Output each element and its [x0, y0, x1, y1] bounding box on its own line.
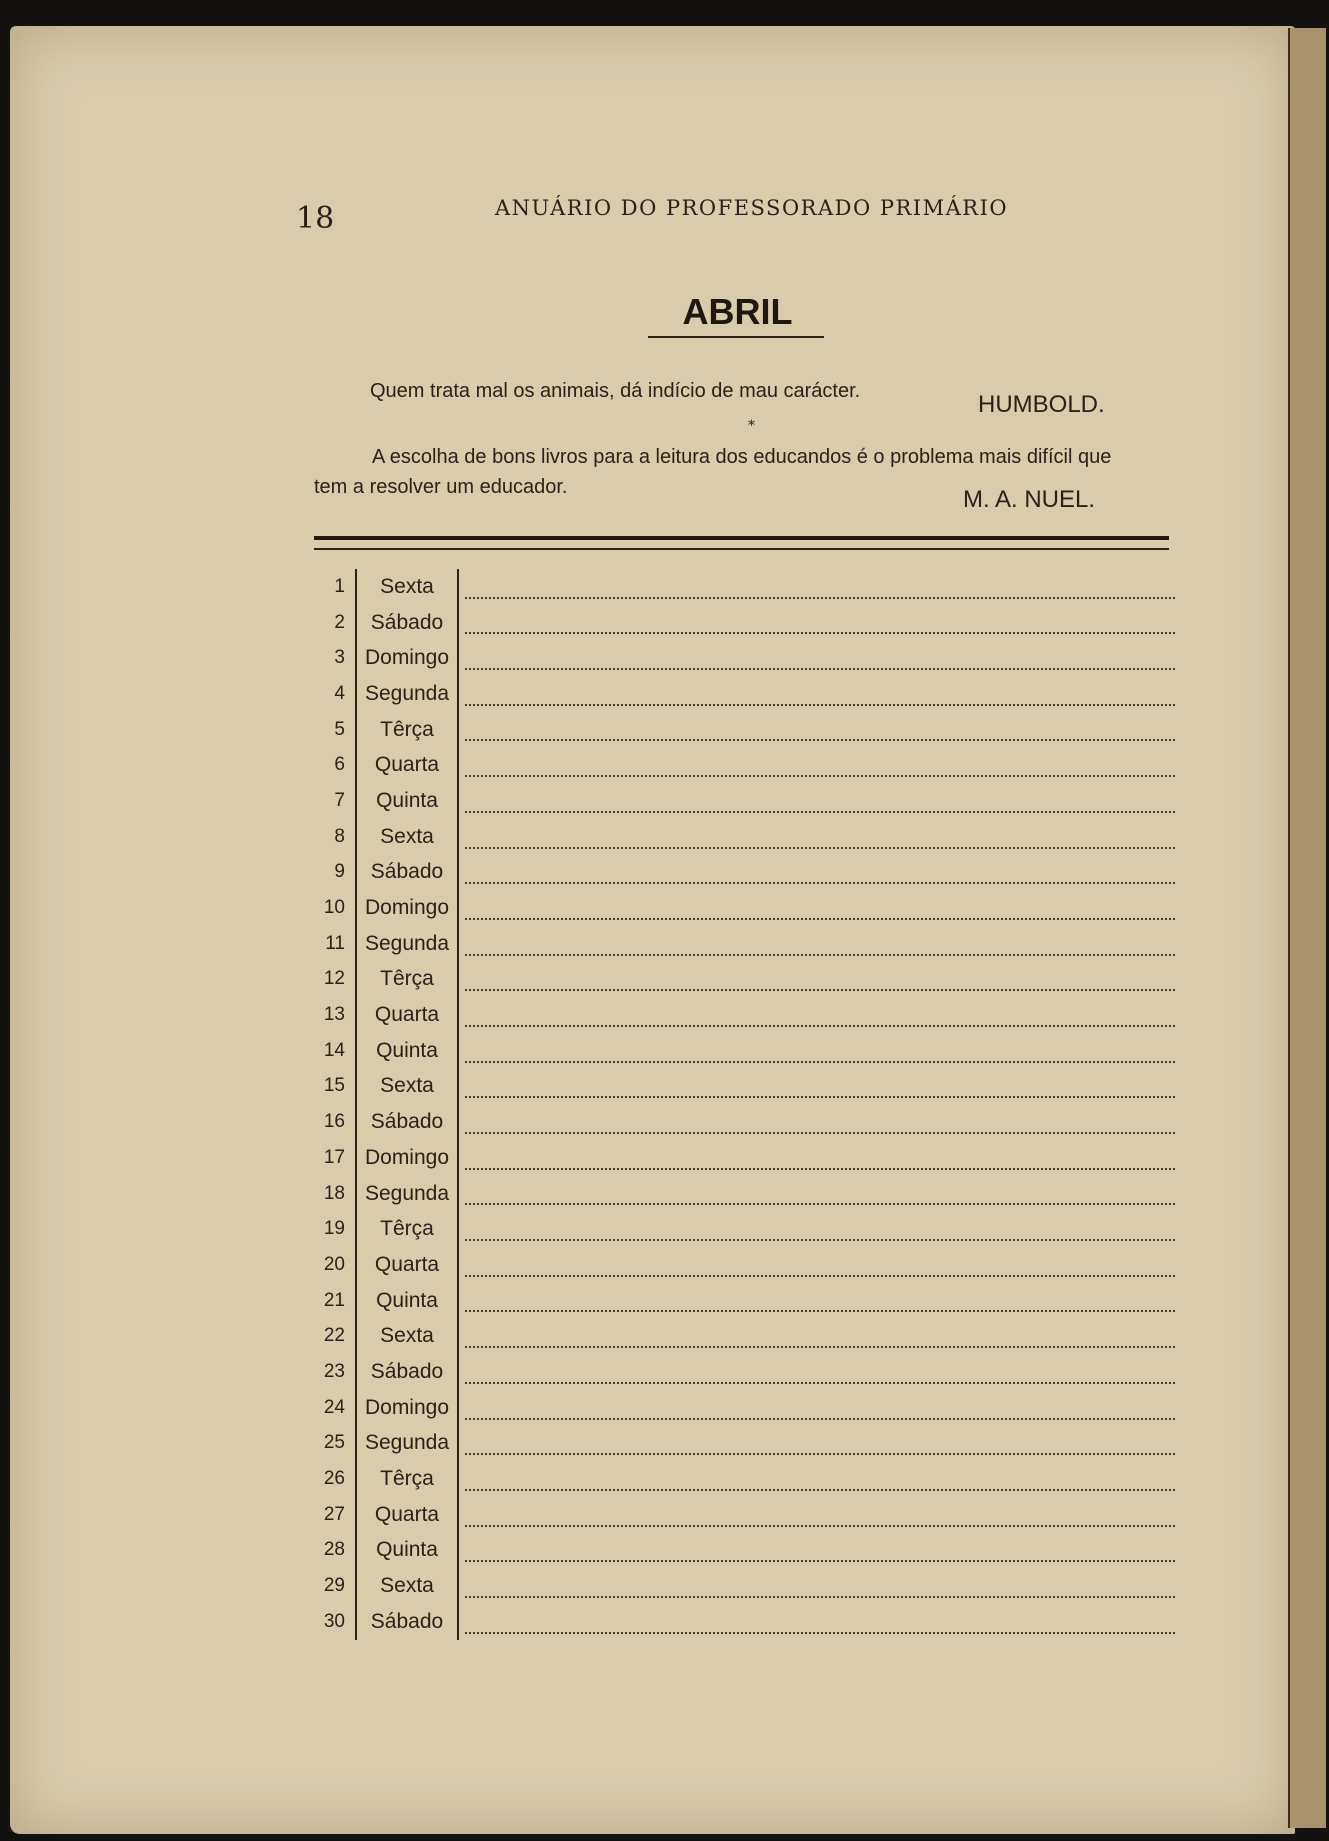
- day-number: 16: [315, 1104, 357, 1140]
- entry-dotted-line: [465, 631, 1175, 634]
- day-number: 24: [315, 1390, 357, 1426]
- weekday-name: Quinta: [357, 783, 459, 819]
- quote-2-text-line1: A escolha de bons livros para a leitura dos educandos é o problema mais difícil que: [372, 446, 1112, 468]
- entry-dotted-line: [465, 1309, 1175, 1312]
- day-row: [315, 1318, 1175, 1354]
- day-number: 22: [315, 1318, 357, 1354]
- weekday-name: Sábado: [357, 855, 459, 891]
- day-row: [315, 1247, 1175, 1283]
- day-row: [315, 1604, 1175, 1640]
- weekday-name: Sexta: [357, 1568, 459, 1604]
- entry-dotted-line: [465, 1488, 1175, 1491]
- day-row: [315, 1283, 1175, 1319]
- day-row: [315, 1568, 1175, 1604]
- day-row: [315, 1497, 1175, 1533]
- entry-dotted-line: [465, 774, 1175, 777]
- entry-dotted-line: [465, 1559, 1175, 1562]
- weekday-name: Segunda: [357, 676, 459, 712]
- weekday-name: Quarta: [357, 747, 459, 783]
- day-number: 27: [315, 1497, 357, 1533]
- day-row: [315, 676, 1175, 712]
- month-title-underline: [648, 336, 824, 338]
- header-rule-thick: [314, 536, 1169, 540]
- day-number: 6: [315, 747, 357, 783]
- weekday-name: Domingo: [357, 640, 459, 676]
- day-row: [315, 1211, 1175, 1247]
- day-number: 21: [315, 1283, 357, 1319]
- weekday-name: Quinta: [357, 1033, 459, 1069]
- day-number: 2: [315, 605, 357, 641]
- quote-1-author: HUMBOLD.: [978, 391, 1105, 418]
- day-number: 13: [315, 997, 357, 1033]
- day-number: 10: [315, 890, 357, 926]
- day-row: [315, 569, 1175, 605]
- weekday-name: Têrça: [357, 1461, 459, 1497]
- weekday-name: Sexta: [357, 569, 459, 605]
- day-row: [315, 962, 1175, 998]
- day-row: [315, 1104, 1175, 1140]
- entry-dotted-line: [465, 1452, 1175, 1455]
- weekday-name: Quarta: [357, 1247, 459, 1283]
- adjacent-page-edge: [1288, 28, 1326, 1828]
- day-row: [315, 1461, 1175, 1497]
- running-header: ANUÁRIO DO PROFESSORADO PRIMÁRIO: [495, 196, 1009, 220]
- day-row: [315, 712, 1175, 748]
- day-number: 14: [315, 1033, 357, 1069]
- day-number: 29: [315, 1568, 357, 1604]
- weekday-name: Têrça: [357, 962, 459, 998]
- entry-dotted-line: [465, 1381, 1175, 1384]
- entry-dotted-line: [465, 881, 1175, 884]
- page-sheet: [10, 26, 1295, 1834]
- entry-dotted-line: [465, 1095, 1175, 1098]
- quote-1-text: Quem trata mal os animais, dá indício de mau carácter.: [370, 380, 861, 402]
- weekday-name: Segunda: [357, 1176, 459, 1212]
- day-number: 26: [315, 1461, 357, 1497]
- day-row: [315, 747, 1175, 783]
- entry-dotted-line: [465, 1417, 1175, 1420]
- weekday-name: Têrça: [357, 1211, 459, 1247]
- day-number: 11: [315, 926, 357, 962]
- page-number: 18: [296, 201, 335, 236]
- weekday-name: Segunda: [357, 926, 459, 962]
- weekday-name: Têrça: [357, 712, 459, 748]
- day-row: [315, 1176, 1175, 1212]
- entry-dotted-line: [465, 988, 1175, 991]
- entry-dotted-line: [465, 1631, 1175, 1634]
- day-number: 7: [315, 783, 357, 819]
- weekday-name: Domingo: [357, 1390, 459, 1426]
- day-number: 25: [315, 1426, 357, 1462]
- weekday-name: Quinta: [357, 1533, 459, 1569]
- day-number: 4: [315, 676, 357, 712]
- weekday-name: Quarta: [357, 997, 459, 1033]
- quote-2-text-line2: tem a resolver um educador.: [314, 476, 568, 498]
- entry-dotted-line: [465, 917, 1175, 920]
- weekday-name: Sábado: [357, 1604, 459, 1640]
- day-number: 12: [315, 962, 357, 998]
- entry-dotted-line: [465, 1060, 1175, 1063]
- day-row: [315, 855, 1175, 891]
- asterisk-separator: *: [748, 418, 755, 434]
- entry-dotted-line: [465, 1274, 1175, 1277]
- weekday-name: Sexta: [357, 1318, 459, 1354]
- day-number: 20: [315, 1247, 357, 1283]
- day-row: [315, 890, 1175, 926]
- entry-dotted-line: [465, 1524, 1175, 1527]
- weekday-name: Domingo: [357, 1140, 459, 1176]
- entry-dotted-line: [465, 1202, 1175, 1205]
- entry-dotted-line: [465, 1131, 1175, 1134]
- weekday-name: Sexta: [357, 819, 459, 855]
- weekday-name: Sábado: [357, 1104, 459, 1140]
- month-title: ABRIL: [682, 291, 793, 332]
- quote-2-author: M. A. NUEL.: [963, 486, 1096, 513]
- weekday-name: Sexta: [357, 1069, 459, 1105]
- entry-dotted-line: [465, 703, 1175, 706]
- day-number: 28: [315, 1533, 357, 1569]
- day-row: [315, 1354, 1175, 1390]
- day-row: [315, 1426, 1175, 1462]
- day-row: [315, 1533, 1175, 1569]
- day-number: 19: [315, 1211, 357, 1247]
- day-row: [315, 640, 1175, 676]
- day-row: [315, 1033, 1175, 1069]
- day-number: 23: [315, 1354, 357, 1390]
- day-row: [315, 1069, 1175, 1105]
- entry-dotted-line: [465, 1345, 1175, 1348]
- weekday-name: Domingo: [357, 890, 459, 926]
- weekday-name: Sábado: [357, 1354, 459, 1390]
- day-row: [315, 1390, 1175, 1426]
- entry-dotted-line: [465, 596, 1175, 599]
- entry-dotted-line: [465, 1024, 1175, 1027]
- day-number: 1: [315, 569, 357, 605]
- day-number: 30: [315, 1604, 357, 1640]
- day-number: 3: [315, 640, 357, 676]
- entry-dotted-line: [465, 953, 1175, 956]
- entry-dotted-line: [465, 846, 1175, 849]
- day-row: [315, 783, 1175, 819]
- entry-dotted-line: [465, 1595, 1175, 1598]
- entry-dotted-line: [465, 738, 1175, 741]
- weekday-name: Quinta: [357, 1283, 459, 1319]
- weekday-name: Sábado: [357, 605, 459, 641]
- day-number: 9: [315, 855, 357, 891]
- entry-dotted-line: [465, 1238, 1175, 1241]
- day-row: [315, 1140, 1175, 1176]
- header-rule-thin: [314, 548, 1169, 550]
- day-number: 5: [315, 712, 357, 748]
- entry-dotted-line: [465, 667, 1175, 670]
- entry-dotted-line: [465, 1167, 1175, 1170]
- day-number: 15: [315, 1069, 357, 1105]
- day-list: [315, 569, 1175, 1640]
- day-row: [315, 926, 1175, 962]
- weekday-name: Segunda: [357, 1426, 459, 1462]
- day-row: [315, 605, 1175, 641]
- entry-dotted-line: [465, 810, 1175, 813]
- weekday-name: Quarta: [357, 1497, 459, 1533]
- day-row: [315, 997, 1175, 1033]
- day-number: 8: [315, 819, 357, 855]
- day-number: 18: [315, 1176, 357, 1212]
- day-number: 17: [315, 1140, 357, 1176]
- day-row: [315, 819, 1175, 855]
